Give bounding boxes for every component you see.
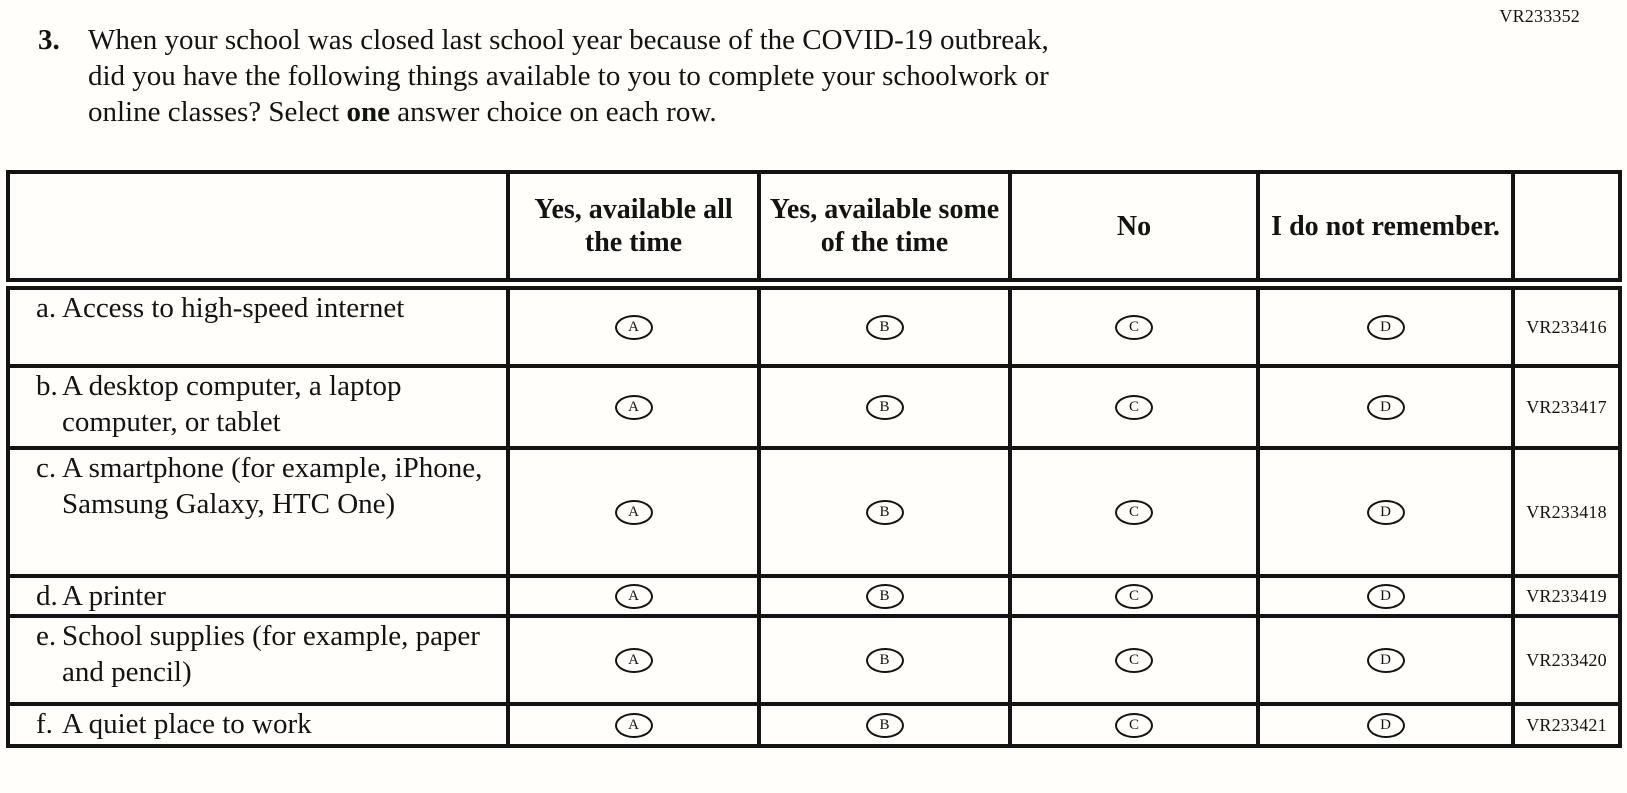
row-e-code: VR233420 xyxy=(1513,616,1620,704)
row-d-label: d. A printer xyxy=(8,576,508,616)
row-a-bubble-b[interactable]: B xyxy=(866,315,904,340)
row-e-bubble-b[interactable]: B xyxy=(866,648,904,673)
row-c-bubble-b[interactable]: B xyxy=(866,500,904,525)
row-d-bubble-a[interactable]: A xyxy=(615,584,653,609)
row-a-bubble-c[interactable]: C xyxy=(1115,315,1153,340)
question-line-3: online classes? Select one answer choice on each row. xyxy=(88,96,717,128)
row-c-label: c. A smartphone (for example, iPhone, Samsung Galaxy, HTC One) xyxy=(8,448,508,576)
row-b-bubble-b[interactable]: B xyxy=(866,395,904,420)
row-d-code: VR233419 xyxy=(1513,576,1620,616)
table-row-a xyxy=(8,284,1620,366)
table-row-d xyxy=(8,576,1620,616)
row-a-code: VR233416 xyxy=(1513,284,1620,366)
row-f-label: f. A quiet place to work xyxy=(8,704,508,746)
row-f-bubble-b[interactable]: B xyxy=(866,713,904,738)
question-text xyxy=(88,22,1049,130)
row-a-bubble-d[interactable]: D xyxy=(1367,315,1405,340)
row-f-bubble-a[interactable]: A xyxy=(615,713,653,738)
row-b-bubble-c[interactable]: C xyxy=(1115,395,1153,420)
row-e-bubble-d[interactable]: D xyxy=(1367,648,1405,673)
row-d-bubble-c[interactable]: C xyxy=(1115,584,1153,609)
header-row xyxy=(8,172,1620,284)
row-a-label: a. Access to high-speed internet xyxy=(8,284,508,366)
row-e-label: e. School supplies (for example, paper and pencil) xyxy=(8,616,508,704)
header-yes-all-the-time: Yes, available all the time xyxy=(508,172,759,284)
question-number: 3. xyxy=(38,24,60,56)
table-row-e xyxy=(8,616,1620,704)
question-line-1: When your school was closed last school year because of the COVID-19 outbreak, xyxy=(88,24,1049,56)
table-row-c xyxy=(8,448,1620,576)
row-d-bubble-d[interactable]: D xyxy=(1367,584,1405,609)
row-b-bubble-a[interactable]: A xyxy=(615,395,653,420)
header-no: No xyxy=(1010,172,1258,284)
page-code: VR233352 xyxy=(1499,6,1580,26)
row-e-bubble-a[interactable]: A xyxy=(615,648,653,673)
row-f-bubble-d[interactable]: D xyxy=(1367,713,1405,738)
row-f-code: VR233421 xyxy=(1513,704,1620,746)
question-line-2: did you have the following things available to you to complete your schoolwork or xyxy=(88,60,1049,92)
header-blank-label xyxy=(8,172,508,284)
row-a-bubble-a[interactable]: A xyxy=(615,315,653,340)
table-row-f xyxy=(8,704,1620,746)
response-grid xyxy=(6,170,1622,748)
row-c-bubble-d[interactable]: D xyxy=(1367,500,1405,525)
header-yes-some-of-the-time: Yes, available some of the time xyxy=(759,172,1010,284)
row-b-bubble-d[interactable]: D xyxy=(1367,395,1405,420)
row-c-bubble-c[interactable]: C xyxy=(1115,500,1153,525)
row-c-code: VR233418 xyxy=(1513,448,1620,576)
row-c-bubble-a[interactable]: A xyxy=(615,500,653,525)
row-d-bubble-b[interactable]: B xyxy=(866,584,904,609)
row-b-code: VR233417 xyxy=(1513,366,1620,448)
header-blank-code xyxy=(1513,172,1620,284)
row-f-bubble-c[interactable]: C xyxy=(1115,713,1153,738)
row-e-bubble-c[interactable]: C xyxy=(1115,648,1153,673)
question-block xyxy=(38,22,1049,130)
table-row-b xyxy=(8,366,1620,448)
row-b-label: b. A desktop computer, a laptop computer, or tablet xyxy=(8,366,508,448)
bold-word-one: one xyxy=(346,96,390,128)
header-i-do-not-remember: I do not remember. xyxy=(1258,172,1513,284)
